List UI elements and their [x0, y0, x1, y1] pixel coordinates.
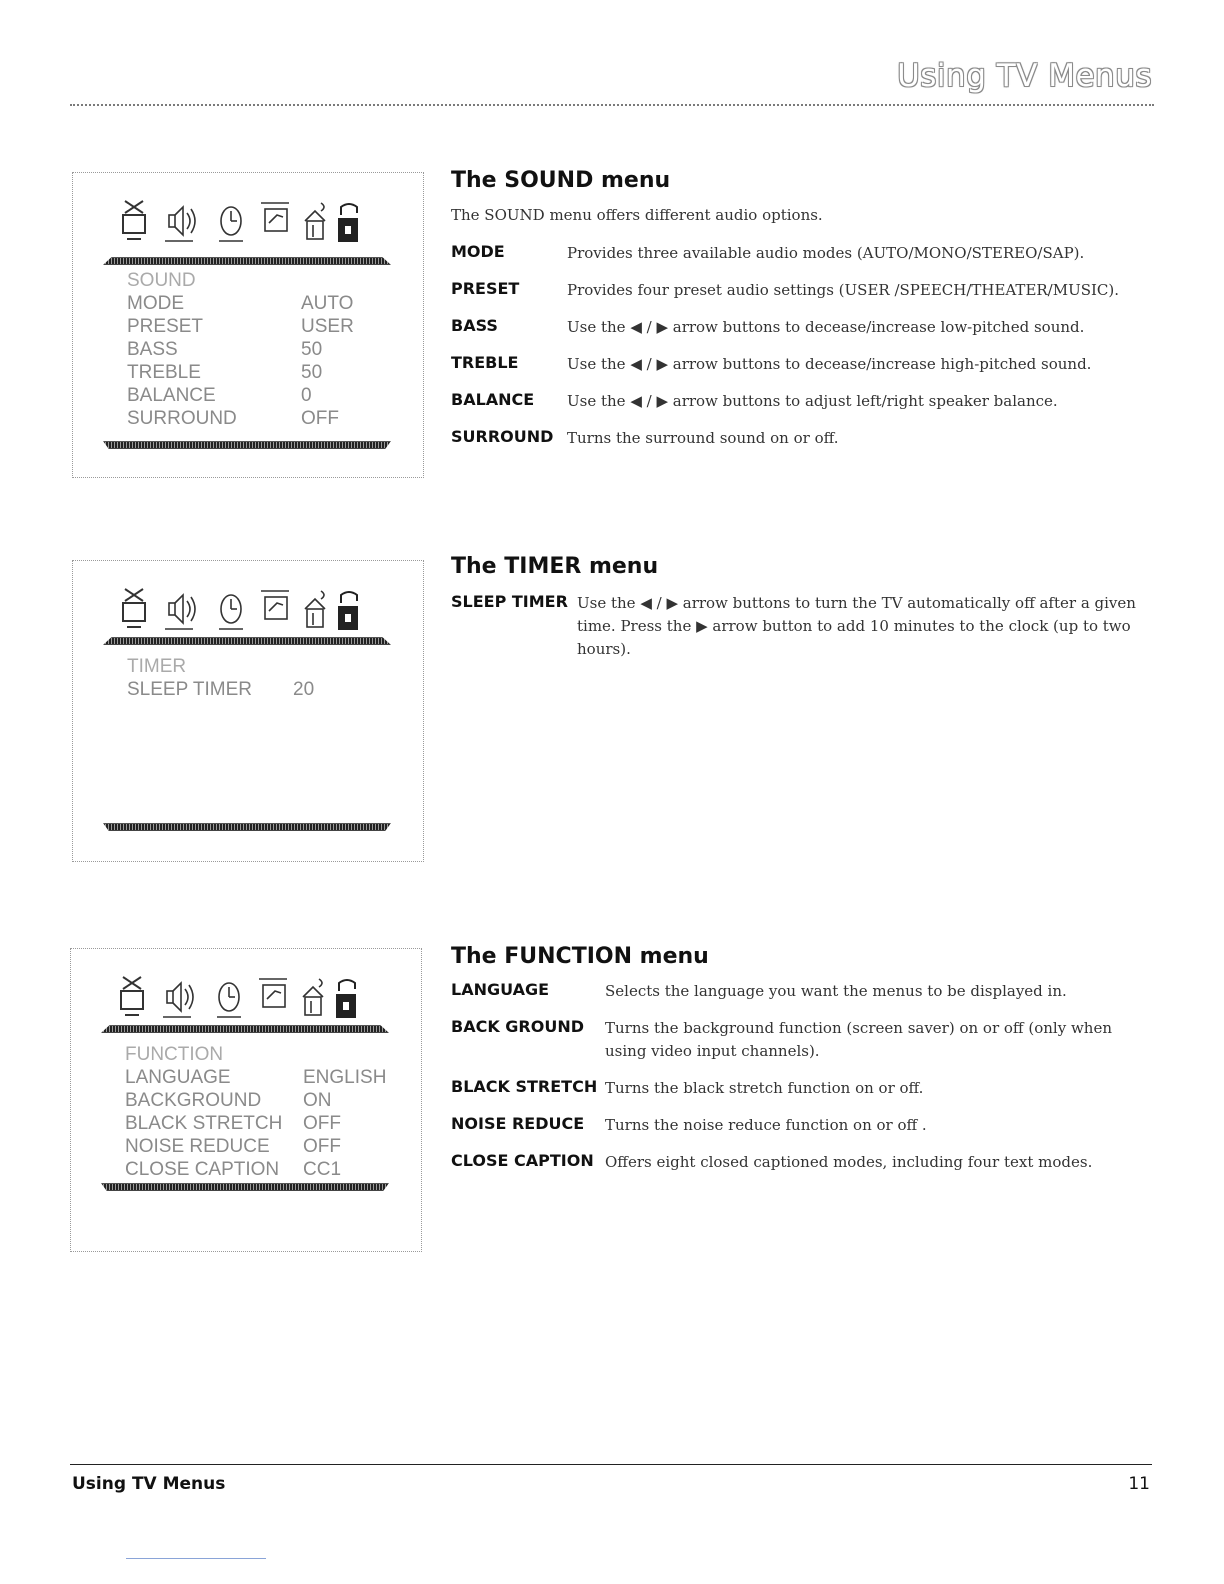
- function-osd-screen: [70, 948, 422, 1252]
- list-item: TREBLE Use the ◀ / ▶ arrow buttons to decease/increase high-pitched sound.: [451, 353, 1092, 373]
- sound-item-list: [451, 242, 1151, 464]
- osd-row: SURROUND OFF: [127, 408, 339, 429]
- osd-row: NOISE REDUCE OFF: [125, 1136, 341, 1157]
- osd-row: BACKGROUND ON: [125, 1090, 332, 1111]
- tv-picture-icon: [121, 977, 143, 1015]
- osd-bottom-bar: [101, 1183, 389, 1191]
- menu-icon-strip: [117, 975, 357, 1019]
- page-header-title: Using TV Menus: [897, 58, 1152, 94]
- osd-top-bar: [101, 1025, 389, 1033]
- timer-item-list: [451, 592, 1151, 675]
- function-hand-icon: [261, 591, 289, 619]
- timer-osd-list: [127, 655, 314, 701]
- osd-row: MODE AUTO: [127, 293, 354, 314]
- osd-title: TIMER: [127, 656, 187, 677]
- clock-timer-icon: [219, 595, 243, 629]
- osd-top-bar: [103, 637, 391, 645]
- list-item: BASS Use the ◀ / ▶ arrow buttons to decease/increase low-pitched sound.: [451, 316, 1085, 336]
- osd-title: SOUND: [127, 270, 196, 291]
- menu-icon-strip: [119, 587, 359, 631]
- tv-picture-icon: [123, 589, 145, 627]
- list-item: BACK GROUND Turns the background function (screen saver) on or off (only when using video input channels).: [451, 1017, 1112, 1060]
- padlock-icon: [339, 204, 357, 241]
- list-item: MODE Provides three available audio modes (AUTO/MONO/STEREO/SAP).: [451, 242, 1085, 262]
- list-item: NOISE REDUCE Turns the noise reduce function on or off .: [451, 1114, 927, 1134]
- list-item: SURROUND Turns the surround sound on or off.: [451, 427, 839, 447]
- list-item: SLEEP TIMER Use the ◀ / ▶ arrow buttons to turn the TV automatically off after a given time. Press the ▶ arrow button to add 10 minutes to the clock (up to two hours).: [451, 592, 1136, 658]
- osd-row: CLOSE CAPTION CC1: [125, 1159, 342, 1180]
- speaker-sound-icon: [165, 207, 195, 241]
- menu-icon-strip: [119, 199, 359, 243]
- list-item: LANGUAGE Selects the language you want the menus to be displayed in.: [451, 980, 1067, 1000]
- osd-row: BLACK STRETCH OFF: [125, 1113, 341, 1134]
- osd-row: LANGUAGE ENGLISH: [125, 1067, 387, 1088]
- osd-bottom-bar: [103, 823, 391, 831]
- padlock-icon: [337, 980, 355, 1017]
- sound-intro-text: The SOUND menu offers different audio options.: [451, 206, 823, 224]
- sound-osd-screen: [72, 172, 424, 478]
- speaker-sound-icon: [165, 595, 195, 629]
- osd-title: FUNCTION: [125, 1044, 224, 1065]
- clock-timer-icon: [219, 207, 243, 241]
- function-hand-icon: [261, 203, 289, 231]
- function-osd-list: [125, 1043, 386, 1181]
- osd-row: BALANCE 0: [127, 385, 312, 406]
- osd-row: PRESET USER: [127, 316, 354, 337]
- osd-top-bar: [103, 257, 391, 265]
- list-item: BALANCE Use the ◀ / ▶ arrow buttons to adjust left/right speaker balance.: [451, 390, 1058, 410]
- list-item: PRESET Provides four preset audio settings (USER /SPEECH/THEATER/MUSIC).: [451, 279, 1120, 299]
- padlock-icon: [339, 592, 357, 629]
- speaker-sound-icon: [163, 983, 193, 1017]
- osd-row: SLEEP TIMER 20: [127, 679, 315, 700]
- timer-osd-screen: [72, 560, 424, 862]
- clock-timer-icon: [217, 983, 241, 1017]
- page-number: 11: [1128, 1474, 1150, 1494]
- osd-row: TREBLE 50: [127, 362, 323, 383]
- footer-divider: [70, 1464, 1152, 1465]
- house-channel-icon: [305, 591, 325, 627]
- sound-osd-list: [127, 269, 354, 430]
- sound-section-heading: The SOUND menu: [451, 168, 671, 193]
- house-channel-icon: [305, 203, 325, 239]
- list-item: BLACK STRETCH Turns the black stretch function on or off.: [451, 1077, 924, 1097]
- house-channel-icon: [303, 979, 323, 1015]
- stray-line: [126, 1558, 266, 1559]
- function-section-heading: The FUNCTION menu: [451, 944, 709, 969]
- timer-section-heading: The TIMER menu: [451, 554, 659, 579]
- function-hand-icon: [259, 979, 287, 1007]
- osd-row: BASS 50: [127, 339, 323, 360]
- osd-bottom-bar: [103, 441, 391, 449]
- header-divider: [70, 104, 1154, 106]
- function-item-list: [451, 980, 1151, 1188]
- list-item: CLOSE CAPTION Offers eight closed captioned modes, including four text modes.: [451, 1151, 1093, 1171]
- footer-section-label: Using TV Menus: [72, 1474, 226, 1494]
- tv-picture-icon: [123, 201, 145, 239]
